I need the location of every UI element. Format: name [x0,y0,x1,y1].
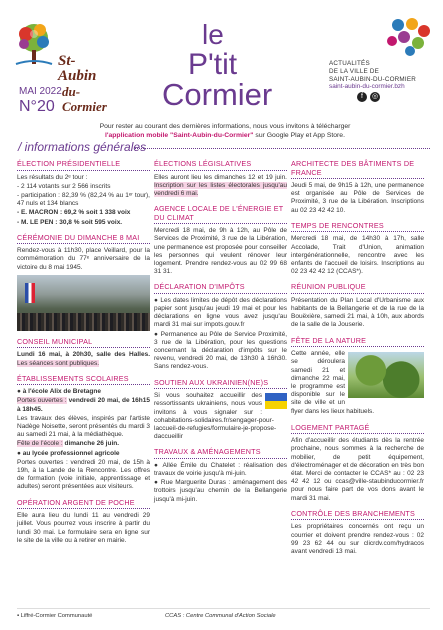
footer-note: CCAS : Centre Communal d'Action Sociale [165,613,276,619]
presidential-election [17,160,150,227]
actu-line1: ACTUALITÉS [329,60,370,67]
section-divider [135,148,430,149]
section-heading: AGENCE LOCALE DE L'ÉNERGIE ET DU CLIMAT [154,205,287,224]
school-b-name: ● au lycée professionnel agricole [17,449,120,457]
masthead [0,0,443,118]
intro-line2: sur Google Play et App Store. [253,131,345,139]
section-heading: SOUTIEN AUX UKRAINIEN(NE)S [154,379,287,390]
actu-line2: DE LA VILLE DE [329,68,380,75]
pres-line2: - participation : 82,39 % (82,24 % au 1ᵉʳ tour), 47 nuls et 134 blancs [17,191,150,208]
pocket-money [17,499,150,545]
meeting-text: Mercredi 18 mai, de 14h30 à 17h, salle Accolade, Trait d'Union, animation intergénérationnelle, rencontre avec les enfants de l'accueil de loisirs. Inscriptions au 02 23 42 42 12 (CCAS*). [291,235,424,276]
color-dots-icon [372,17,432,59]
control-text: Les propriétaires concernés ont reçu un courrier et doivent prendre rendez-vous : 02 99 23 62 44 ou sur clicrdv.com/hydracos avant vendredi 13 mai. [291,523,424,555]
issue-number: N°20 [19,98,55,115]
energy-text: Mercredi 18 mai, de 9h à 12h, au Pôle de Services de Proximité, 3 rue de la Libération, une permanence est proposée pour conseiller les personnes qui veulent rénover leur logement. Prendre rendez-vous au 02 99 68 31 31. [154,227,287,276]
nature-text: Cette année, elle se déroulera samedi 21 et dimanche 22 mai, le programme est disponible sur le site de ville et un flyer dans les lieux habituels. [291,350,375,415]
architect [291,160,424,215]
intro-banner [60,123,390,140]
tax-item-2: ● Permanence au Pôle de Service Proximité, 3 rue de la Libération, pour les questions concernant la déclaration d'impôts sur le revenu, vendredi 20 mai, de 13h30 à 16h30. Sans rendez-vous. [154,330,287,371]
roadworks [154,448,287,504]
roadworks-item-1: ● Allée Émile du Chatelet : réalisation des travaux de voirie jusqu'à mi-juin. [154,461,287,478]
meeting-times [291,222,424,277]
school-a-fete-date: dimanche 26 juin. [64,440,120,448]
column-2 [154,160,287,511]
council-note: Les séances sont publiques. [17,359,100,367]
school-b-text: Portes ouvertes : vendredi 20 mai, de 15h à 19h, à la Lande de la Rencontre. Les offres de formation (voie initiale, apprentissage et adultes) seront présentées aux visiteurs. [17,458,150,491]
issue-info [19,86,62,116]
crowd-image [17,313,150,331]
column-3 [291,160,424,563]
section-heading: CONSEIL MUNICIPAL [17,338,150,349]
school-a-text: Les travaux des élèves, inspirés par l'artiste Nadège Noisette, seront présentés du mardi 3 au samedi 21 mai, à la médiathèque. [17,414,150,439]
ukraine-support [154,379,287,442]
app-link[interactable]: l'application mobile "Saint-Aubin-du-Cormier" [105,131,254,139]
section-heading: CÉRÉMONIE DU DIMANCHE 8 MAI [17,234,150,245]
publisher-info [329,60,416,84]
leg-text: Elles auront lieu les dimanches 12 et 19 juin. [154,173,287,181]
actu-line3: SAINT-AUBIN-DU-CORMIER [329,76,416,83]
council-date: Lundi 16 mai, à 20h30, salle des Halles. [17,351,150,359]
energy-agency [154,205,287,276]
section-heading: FÊTE DE LA NATURE [291,337,424,348]
ceremony [17,234,150,331]
roadworks-item-2: ● Rue Marguerite Duras : aménagement des trottoirs jusqu'au chemin de la Bellangerie jusqu'à mi-juin. [154,479,287,503]
title-ptit: P'tit [188,48,238,81]
footer-left-text: Liffré-Cormier Communauté [20,613,93,619]
school-a-open-date: vendredi 20 mai, de 16h15 à 18h45. [17,397,151,413]
municipal-council [17,338,150,368]
section-heading: OPÉRATION ARGENT DE POCHE [17,499,150,510]
nature-festival [291,337,424,417]
schools [17,375,150,492]
section-heading: DÉCLARATION D'IMPÔTS [154,283,287,294]
ukraine-text[interactable]: Si vous souhaitez accueillir des ressortissants ukrainiens, nous vous invitons à vous signaler sur : cohabitations-solidaires.fr/sengager-pour-laccueil-de-refugies/formulaire-je-propose-daccueillir [154,392,277,441]
section-heading: LOGEMENT PARTAGÉ [291,424,424,435]
pres-intro: Les résultats du 2ᵉ tour : [17,173,88,181]
public-meeting [291,283,424,329]
school-a-open-label: Portes ouvertes : [17,397,67,405]
footer-left: ▪ Liffré-Cormier Communauté [17,613,93,619]
section-heading: TRAVAUX & AMÉNAGEMENTS [154,448,287,459]
section-heading: TEMPS DE RENCONTRES [291,222,424,233]
issue-month: MAI 2022 [19,86,62,97]
section-heading: ÉTABLISSEMENTS SCOLAIRES [17,375,150,386]
title-le: le [202,19,224,50]
connection-control [291,510,424,556]
footer-divider [17,608,430,609]
section-heading: ÉLECTION PRÉSIDENTIELLE [17,160,150,171]
newsletter-title [162,20,272,110]
tax-item-1: ● Les dates limites de dépôt des déclarations papier sont jusqu'au jeudi 19 mai et pour les déclarations en ligne vous avez jusqu'au mardi 31 mai sur impots.gouv.fr [154,296,287,329]
ceremony-text: Rendez-vous à 11h30, place Veillard, pour la commémoration du 77ᵉ anniversaire de la victoire du 8 mai 1945. [17,247,150,271]
intro-line1: Pour rester au courant des dernières informations, nous vous invitons à télécharger [99,123,351,130]
logo-line2: du-Cormier [62,84,107,114]
pocket-money-text: Elle aura lieu du lundi 11 au vendredi 29 juillet. Vous pourrez vous inscrire à partir du lundi 30 mai. Le formulaire sera en ligne sur le site de la ville ou à retirer en mairie. [17,512,150,544]
logo-line1: St-Aubin [58,53,97,84]
housing-text: Afin d'accueillir des étudiants dès la rentrée prochaine, nous sommes à la recherche de mobilier, de petit équipement, d'électroménager et de décoration en très bon état. Merci de contacter le CCAS* au : 02 23 42 42 12 ou ccas@ville-staubinducormier.fr pour nous faire part de vos dons avant le mardi 31 mai. [291,437,424,502]
title-cormier: Cormier [162,77,273,112]
public-meeting-text: Présentation du Plan Local d'Urbanisme aux habitants de la Bellangerie et de la rue de la Bouëxière, samedi 21 mai, à 10h, aux abords de la salle de la Jouserie. [291,296,424,329]
flag-icon [25,283,35,303]
section-heading: ÉLECTIONS LÉGISLATIVES [154,160,287,171]
section-heading: CONTRÔLE DES BRANCHEMENTS [291,510,424,521]
pres-line3: - E. MACRON : 69,2 % soit 1 338 voix [17,209,131,217]
pres-line1: - 2 114 votants sur 2 566 inscrits [17,182,111,190]
leg-note: Inscription sur les listes électorales jusqu'au vendredi 6 mai. [154,181,287,197]
school-a-name: ● à l'école Alix de Bretagne [17,388,101,396]
shared-housing [291,424,424,503]
tax-declaration [154,283,287,371]
instagram-icon[interactable]: ◎ [371,93,379,100]
legislative-elections [154,160,287,198]
website-link[interactable]: saint-aubin-du-cormier.bzh [329,83,405,90]
section-heading: ARCHITECTE DES BÂTIMENTS DE FRANCE [291,160,424,179]
school-a-fete-label: Fête de l'école : [17,440,63,448]
logo-text [58,54,107,114]
section-title: / informations générales [18,140,147,154]
column-1 [17,160,150,552]
pres-line4: - M. LE PEN : 30,8 % soit 595 voix. [17,218,123,226]
architect-text: Jeudi 5 mai, de 9h15 à 12h, une permanence est organisée au Pôle de Services de Proximité, 3 rue de la Libération. Inscriptions au 02 23 42 42 10. [291,182,424,214]
section-heading: RÉUNION PUBLIQUE [291,283,424,294]
ceremony-photo [17,275,150,331]
ukraine-flag-icon [265,393,287,409]
nature-photo [348,352,424,398]
facebook-icon[interactable]: f [357,92,367,102]
